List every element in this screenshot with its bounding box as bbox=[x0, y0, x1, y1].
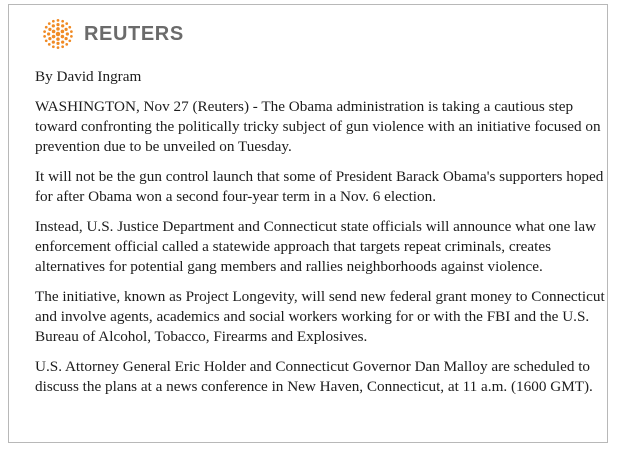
logo-dot bbox=[48, 43, 51, 46]
article-card bbox=[8, 4, 608, 443]
paragraph-4: The initiative, known as Project Longevity, will send new federal grant money to Connecticut and involve agents, academics and social workers working for or with the FBI and the U.S. Bureau of Alcohol, Tobacco, Firearms and Explosives. bbox=[35, 288, 605, 345]
brand-name: REUTERS bbox=[84, 22, 184, 45]
paragraph-1: WASHINGTON, Nov 27 (Reuters) - The Obama administration is taking a cautious step toward confronting the politically tricky subject of gun violence with an initiative focused on prevention due to be unveiled on Tuesday. bbox=[35, 98, 601, 155]
paragraph-5: U.S. Attorney General Eric Holder and Connecticut Governor Dan Malloy are scheduled to discuss the plans at a news conference in New Haven, Connecticut, at 11 a.m. (1600 GMT). bbox=[35, 358, 593, 395]
logo-dot bbox=[52, 30, 56, 34]
logo-dot bbox=[68, 39, 71, 42]
logo-dot bbox=[52, 40, 55, 43]
logo-dot bbox=[48, 37, 51, 40]
logo-dot bbox=[61, 20, 64, 23]
logo-dot bbox=[61, 30, 65, 34]
logo-dot bbox=[70, 35, 73, 38]
logo-dot bbox=[61, 45, 64, 48]
logo-dot bbox=[45, 26, 48, 29]
logo-dot bbox=[56, 27, 60, 31]
logo-dot bbox=[47, 32, 50, 35]
logo-dot bbox=[56, 23, 59, 26]
logo-dot bbox=[56, 42, 59, 45]
logo-dot bbox=[61, 24, 64, 27]
logo-dot bbox=[65, 22, 68, 25]
logo-dot bbox=[45, 39, 48, 42]
logo-dot bbox=[61, 35, 65, 39]
masthead bbox=[41, 17, 184, 51]
logo-dot bbox=[68, 26, 71, 29]
article-body bbox=[35, 67, 605, 407]
logo-dot bbox=[43, 30, 46, 33]
paragraph-2: It will not be the gun control launch that some of President Barack Obama's supporters hoped for after Obama won a second four-year term in a Nov. 6 election. bbox=[35, 168, 604, 205]
logo-dot bbox=[52, 45, 55, 48]
logo-dot bbox=[57, 46, 60, 49]
logo-dot bbox=[64, 37, 67, 40]
logo-dot bbox=[66, 32, 69, 35]
logo-dot bbox=[48, 22, 51, 25]
byline: By David Ingram bbox=[35, 68, 142, 85]
logo-dot bbox=[52, 20, 55, 23]
paragraph-3: Instead, U.S. Justice Department and Connecticut state officials will announce what one law enforcement official called a statewide approach that targets repeat criminals, creates alternatives for potential gang members and rallies neighborhoods against violence. bbox=[35, 218, 597, 275]
logo-dot bbox=[52, 24, 55, 27]
logo-dot bbox=[48, 28, 51, 31]
logo-dot bbox=[70, 30, 73, 33]
logo-dot bbox=[43, 35, 46, 38]
logo-dot bbox=[52, 35, 56, 39]
logo-dot bbox=[65, 43, 68, 46]
logo-dot bbox=[64, 28, 67, 31]
logo-dot bbox=[56, 32, 60, 36]
logo-dot bbox=[57, 19, 60, 22]
reuters-dot-logo-icon bbox=[41, 17, 75, 51]
logo-dot bbox=[56, 37, 60, 41]
logo-dot bbox=[61, 40, 64, 43]
